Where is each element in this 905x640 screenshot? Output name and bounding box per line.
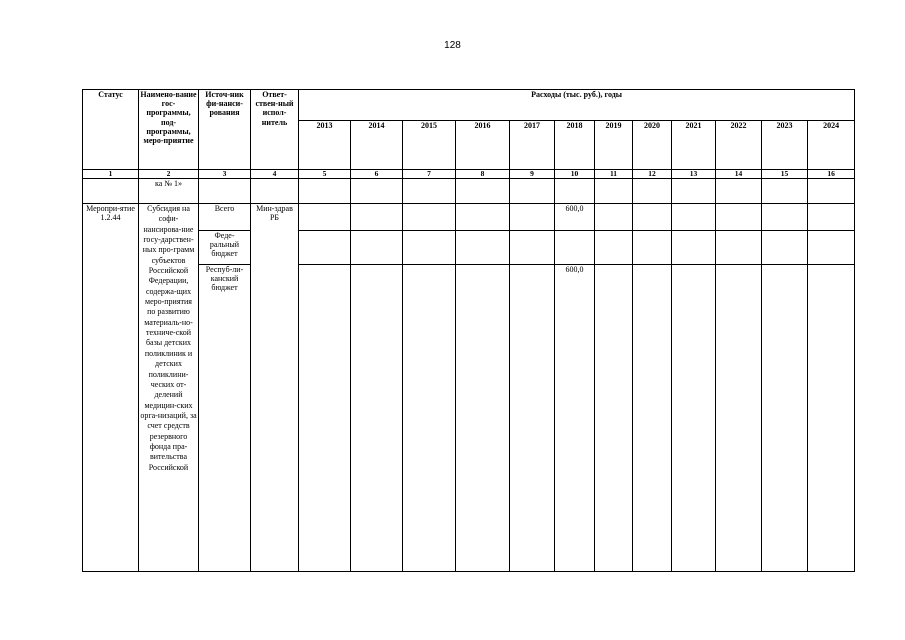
year-value: 600,0 (555, 265, 595, 572)
year-value (595, 204, 633, 231)
column-number: 6 (351, 170, 403, 179)
year-value (672, 204, 716, 231)
continuation-text: ка № 1» (139, 179, 199, 204)
table-cell (510, 179, 555, 204)
year-value (299, 204, 351, 231)
year-header: 2024 (808, 121, 855, 170)
measure-name: Субсидия на софи-нансирова-ние госу-дарствен-ных про-грамм субъектов Российской Федерации, содержа-щих меро-приятия по развитию материаль-но-техниче-ской базы детских поликлиник и детских поликлини-ческих от-делений медицин-ских орга-низаций, за счет средств резервного фонда пра-вительства Российской (139, 204, 199, 572)
year-value (299, 231, 351, 265)
table-cell (555, 179, 595, 204)
year-header: 2017 (510, 121, 555, 170)
column-number: 9 (510, 170, 555, 179)
year-value (633, 231, 672, 265)
year-value (672, 265, 716, 572)
year-header: 2019 (595, 121, 633, 170)
column-number: 11 (595, 170, 633, 179)
year-header: 2013 (299, 121, 351, 170)
year-value (762, 231, 808, 265)
year-value (510, 204, 555, 231)
column-number: 3 (199, 170, 251, 179)
year-value (456, 231, 510, 265)
year-value (762, 265, 808, 572)
year-value (762, 204, 808, 231)
table-cell (299, 179, 351, 204)
year-value (633, 204, 672, 231)
column-number: 8 (456, 170, 510, 179)
column-number: 16 (808, 170, 855, 179)
funding-source: Феде-ральный бюджет (199, 231, 251, 265)
measure-executor: Мин-здрав РБ (251, 204, 299, 572)
table-cell (672, 179, 716, 204)
year-value (456, 204, 510, 231)
continuation-row (83, 179, 855, 204)
year-value (403, 204, 456, 231)
column-number-row (83, 170, 855, 179)
table-cell (762, 179, 808, 204)
table-row (83, 231, 855, 265)
table-row (83, 204, 855, 231)
funding-source: Респуб-ли-канский бюджет (199, 265, 251, 572)
year-value (510, 231, 555, 265)
year-header: 2021 (672, 121, 716, 170)
year-value (716, 231, 762, 265)
year-header: 2023 (762, 121, 808, 170)
header-executor: Ответ-ствен-ный испол-нитель (251, 90, 299, 170)
year-value (351, 231, 403, 265)
column-number: 12 (633, 170, 672, 179)
column-number: 10 (555, 170, 595, 179)
year-value (808, 231, 855, 265)
year-value (716, 265, 762, 572)
header-status: Статус (83, 90, 139, 170)
year-value (555, 231, 595, 265)
header-expenses: Расходы (тыс. руб.), годы (299, 90, 855, 121)
table-cell (633, 179, 672, 204)
year-value (403, 231, 456, 265)
year-header: 2020 (633, 121, 672, 170)
year-value: 600,0 (555, 204, 595, 231)
year-value (351, 204, 403, 231)
table-cell (83, 179, 139, 204)
year-value (456, 265, 510, 572)
year-value (510, 265, 555, 572)
header-name: Наимено-вание гос-программы, под-программы, меро-приятие (139, 90, 199, 170)
table-cell (199, 179, 251, 204)
column-number: 14 (716, 170, 762, 179)
year-value (595, 231, 633, 265)
column-number: 1 (83, 170, 139, 179)
table-cell (595, 179, 633, 204)
year-value (633, 265, 672, 572)
year-value (299, 265, 351, 572)
column-number: 2 (139, 170, 199, 179)
column-number: 15 (762, 170, 808, 179)
year-value (595, 265, 633, 572)
table-cell (251, 179, 299, 204)
year-header: 2022 (716, 121, 762, 170)
table-cell (403, 179, 456, 204)
column-number: 7 (403, 170, 456, 179)
table-cell (808, 179, 855, 204)
year-value (808, 265, 855, 572)
budget-table (82, 89, 855, 572)
table-cell (351, 179, 403, 204)
year-value (351, 265, 403, 572)
header-source: Источ-ник фи-нанси-рования (199, 90, 251, 170)
table-cell (716, 179, 762, 204)
measure-status: Меропри-ятие 1.2.44 (83, 204, 139, 572)
year-value (672, 231, 716, 265)
year-header: 2016 (456, 121, 510, 170)
year-header: 2014 (351, 121, 403, 170)
table-cell (456, 179, 510, 204)
funding-source: Всего (199, 204, 251, 231)
year-value (403, 265, 456, 572)
column-number: 4 (251, 170, 299, 179)
year-value (808, 204, 855, 231)
column-number: 5 (299, 170, 351, 179)
year-header: 2015 (403, 121, 456, 170)
year-value (716, 204, 762, 231)
table-row (83, 265, 855, 572)
header-row (83, 90, 855, 121)
page-number: 128 (444, 40, 461, 51)
year-header: 2018 (555, 121, 595, 170)
column-number: 13 (672, 170, 716, 179)
